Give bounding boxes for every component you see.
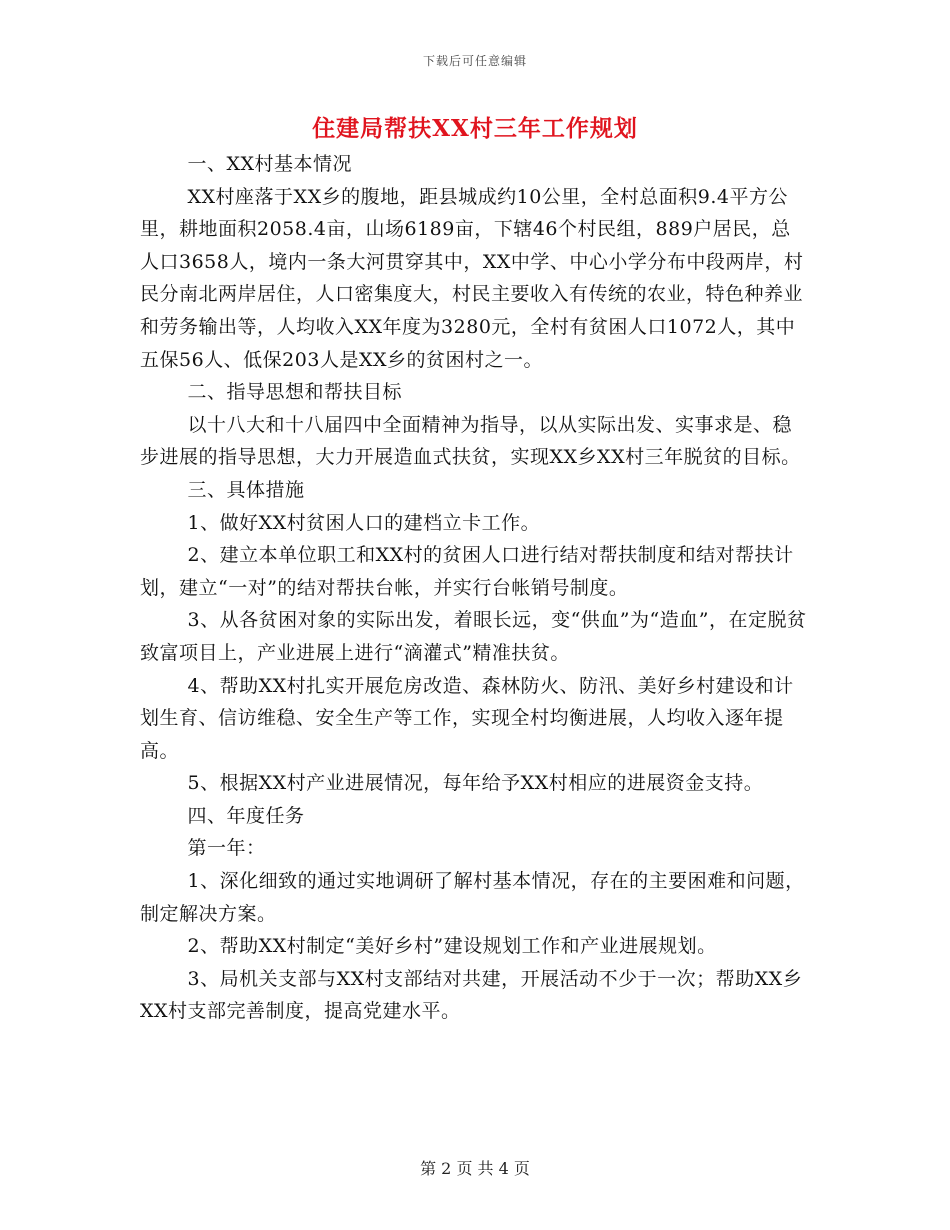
section-heading-guiding-thought: 二、指导思想和帮扶目标 [187,381,403,404]
measure-item-2: 2、建立本单位职工和XX村的贫困人口进行结对帮扶制度和结对帮扶计划，建立“一对”的结对帮扶台帐，并实行台帐销号制度。 [140,544,794,599]
page-number-footer: 第 2 页 共 4 页 [420,1159,530,1178]
document-title: 住建局帮扶XX村三年工作规划 [312,115,638,142]
section-heading-measures: 三、具体措施 [187,478,305,501]
task-item-1: 1、深化细致的通过实地调研了解村基本情况，存在的主要困难和问题，制定解决方案。 [140,870,805,925]
measure-item-1: 1、做好XX村贫困人口的建档立卡工作。 [187,511,541,534]
section-heading-annual-tasks: 四、年度任务 [187,804,305,827]
paragraph-guiding-thought: 以十八大和十八届四中全面精神为指导，以从实际出发、实事求是、稳步进展的指导思想，大力开展造血式扶贫，实现XX乡XX村三年脱贫的目标。 [140,413,801,469]
section-heading-basic-info: 一、XX村基本情况 [187,153,353,175]
task-item-2: 2、帮助XX村制定“美好乡村”建设规划工作和产业进展规划。 [187,935,717,958]
subheading-first-year: 第一年： [187,837,266,860]
measure-item-3: 3、从各贫困对象的实际出发，着眼长远，变“供血”为“造血”，在定脱贫致富项目上，产业进展上进行“滴灌式”精准扶贫。 [140,609,807,664]
task-item-3: 3、局机关支部与XX村支部结对共建，开展活动不少于一次；帮助XX乡XX村支部完善制度，提高党建水平。 [140,967,803,1023]
measure-item-4: 4、帮助XX村扎实开展危房改造、森林防火、防汛、美好乡村建设和计划生育、信访维稳、安全生产等工作，实现全村均衡进展，人均收入逐年提高。 [140,674,794,762]
measure-item-5: 5、根据XX村产业进展情况，每年给予XX村相应的进展资金支持。 [187,772,764,795]
page-header-note: 下载后可任意编辑 [422,54,527,68]
document-body [140,148,810,1028]
paragraph-basic-info: XX村座落于XX乡的腹地，距县城成约10公里，全村总面积9.4平方公里，耕地面积2058.4亩，山场6189亩，下辖46个村民组，889户居民，总人口3658人，境内一条大河贯穿其中，XX中学、中心小学分布中段两岸，村民分南北两岸居住，人口密集度大，村民主要收入有传统的农业，特色种养业和劳务输出等，人均收入XX年度为3280元，全村有贫困人口1072人，其中五保56人、低保203人是XX乡的贫困村之一。 [140,185,804,371]
